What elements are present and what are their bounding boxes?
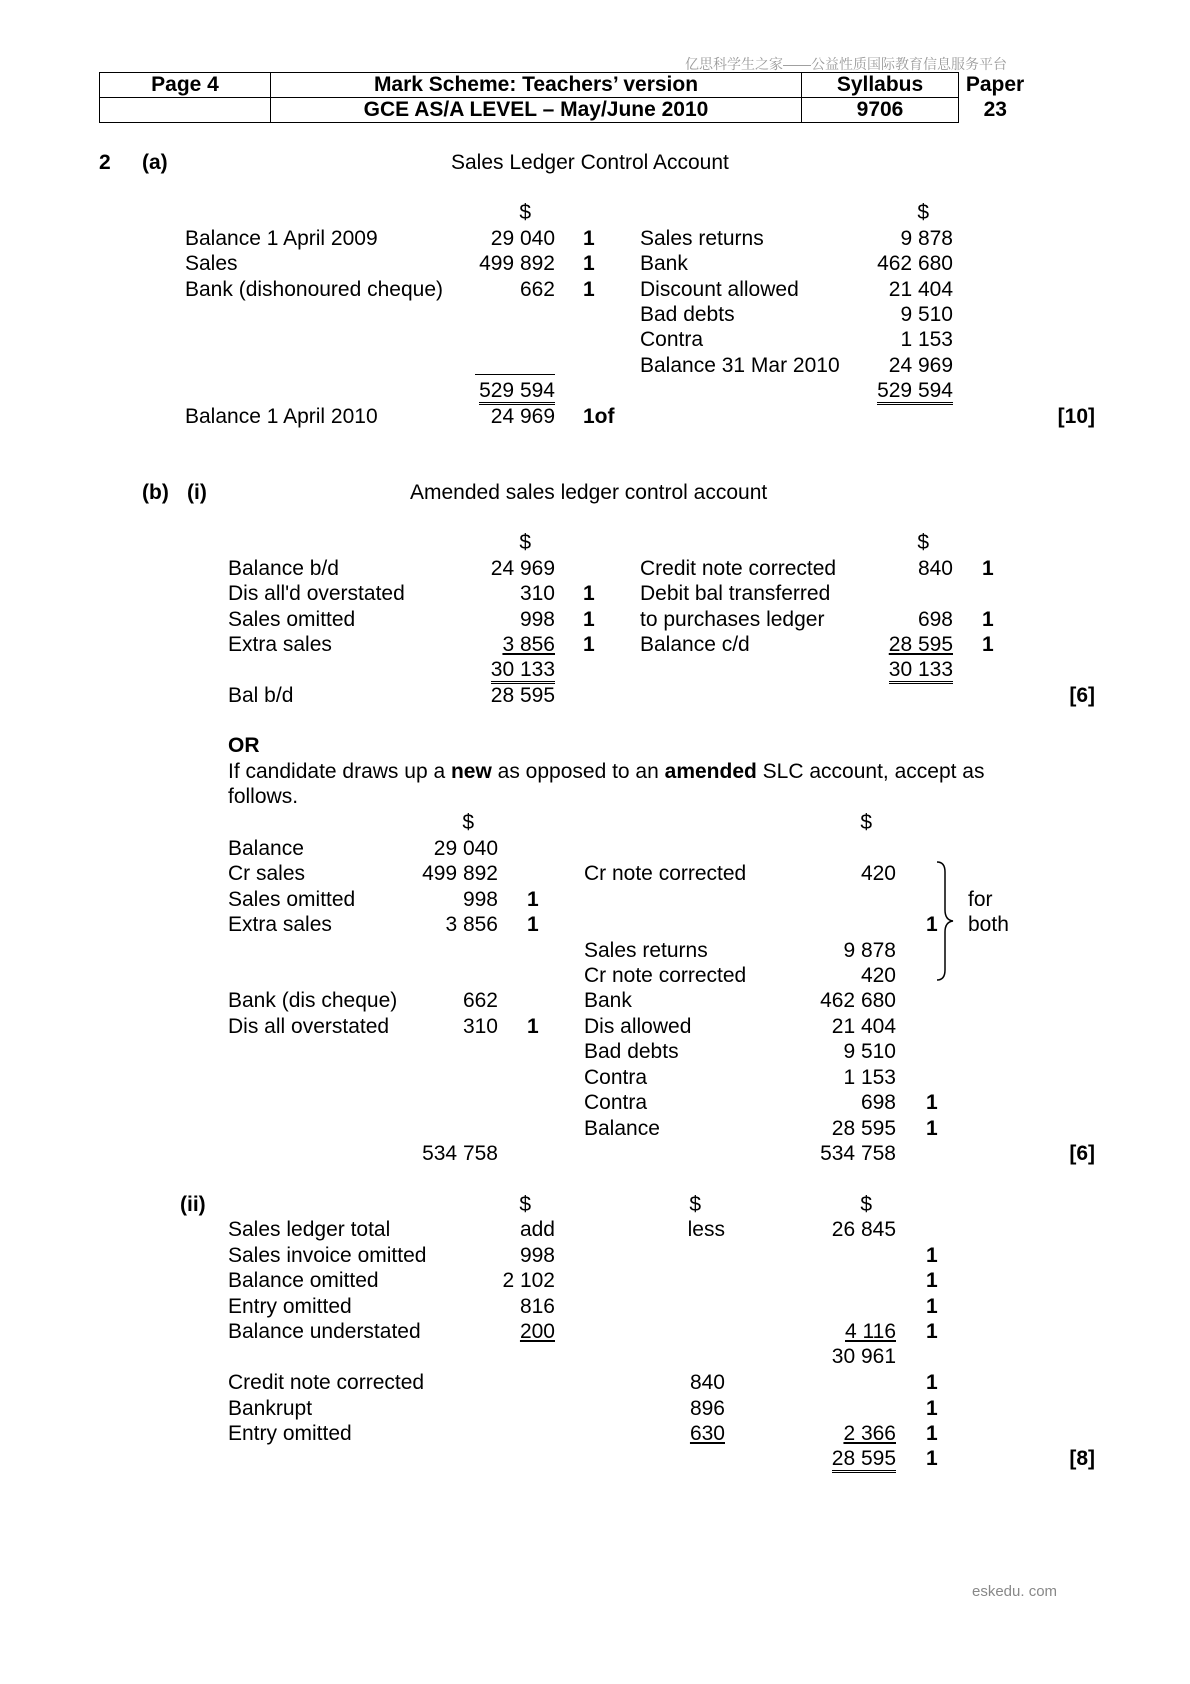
ledger-amount: 310 bbox=[519, 582, 555, 605]
ledger-label: Bank bbox=[584, 989, 632, 1012]
ledger-label: Balance b/d bbox=[228, 557, 339, 580]
ii-currency-less: $ bbox=[689, 1193, 701, 1216]
ii-add-total: 4 116 bbox=[845, 1320, 896, 1343]
ledger-amount: 462 680 bbox=[877, 252, 953, 275]
ledger-label: Sales omitted bbox=[228, 608, 356, 631]
ii-first-label: Sales ledger total bbox=[228, 1218, 391, 1241]
alt-total-debit: 534 758 bbox=[422, 1142, 498, 1165]
mark: 1 bbox=[527, 888, 539, 911]
ledger-amount: 998 bbox=[462, 888, 498, 911]
part-b-i-label: (i) bbox=[187, 481, 207, 504]
ledger-label: Contra bbox=[584, 1066, 648, 1089]
ledger-amount: 310 bbox=[462, 1015, 498, 1038]
ii-less-header: less bbox=[687, 1218, 725, 1241]
ii-add-header: add bbox=[519, 1218, 555, 1241]
ledger-amount: 1 153 bbox=[843, 1066, 896, 1089]
ledger-amount: 499 892 bbox=[422, 862, 498, 885]
alt-currency-debit: $ bbox=[462, 811, 474, 834]
ii-final-total: 28 595 bbox=[832, 1447, 896, 1473]
part-a-closing-amount: 24 969 bbox=[490, 405, 555, 428]
ledger-label: Bankrupt bbox=[228, 1397, 313, 1420]
ledger-label: Dis all'd overstated bbox=[228, 582, 405, 605]
ledger-amount: 420 bbox=[860, 862, 896, 885]
alt-total-credit: 534 758 bbox=[820, 1142, 896, 1165]
mark: 1 bbox=[583, 608, 595, 631]
note-text: If candidate draws up a bbox=[228, 760, 451, 783]
ledger-label: Balance bbox=[584, 1117, 660, 1140]
ledger-label: Cr note corrected bbox=[584, 964, 747, 987]
mark: 1 bbox=[926, 1117, 938, 1140]
ledger-amount: 29 040 bbox=[433, 837, 498, 860]
mark: 1 bbox=[926, 1447, 938, 1470]
ledger-label: Contra bbox=[584, 1091, 648, 1114]
ii-currency-add: $ bbox=[519, 1193, 531, 1216]
ledger-label: Sales invoice omitted bbox=[228, 1244, 427, 1267]
ledger-amount: 840 bbox=[917, 557, 953, 580]
mark: 1 bbox=[583, 227, 595, 250]
ledger-amount: 1 153 bbox=[900, 328, 953, 351]
ii-currency-total: $ bbox=[860, 1193, 872, 1216]
alt-note-line2: follows. bbox=[228, 785, 299, 808]
ledger-label: Extra sales bbox=[228, 633, 332, 656]
ledger-amount: 840 bbox=[689, 1371, 725, 1394]
ledger-amount: 3 856 bbox=[445, 913, 498, 936]
curly-brace-icon bbox=[935, 860, 955, 982]
part-a-total-debit: 529 594 bbox=[479, 379, 555, 405]
ledger-amount: 420 bbox=[860, 964, 896, 987]
part-b-currency-credit: $ bbox=[917, 531, 929, 554]
ii-total-marks: [8] bbox=[1069, 1447, 1095, 1470]
ledger-amount: 28 595 bbox=[888, 633, 953, 656]
ledger-amount: 200 bbox=[519, 1320, 555, 1343]
header-syllabus: 9706 bbox=[802, 98, 959, 123]
footer-site: eskedu. com bbox=[972, 1583, 1058, 1600]
part-b-closing-label: Bal b/d bbox=[228, 684, 294, 707]
ledger-label: Balance 1 April 2009 bbox=[185, 227, 378, 250]
ledger-amount: 462 680 bbox=[820, 989, 896, 1012]
ledger-amount: 698 bbox=[860, 1091, 896, 1114]
mark: 1 bbox=[926, 1295, 938, 1318]
ledger-amount: 28 595 bbox=[831, 1117, 896, 1140]
ledger-label: Extra sales bbox=[228, 913, 332, 936]
note-text: as opposed to an bbox=[491, 760, 665, 783]
mark: 1 bbox=[926, 913, 938, 936]
ledger-amount: 998 bbox=[519, 1244, 555, 1267]
ledger-label: Entry omitted bbox=[228, 1422, 352, 1445]
ledger-label: Credit note corrected bbox=[640, 557, 837, 580]
ledger-amount: 896 bbox=[689, 1397, 725, 1420]
ledger-label: Sales returns bbox=[640, 227, 764, 250]
ledger-label: Cr sales bbox=[228, 862, 306, 885]
header-page: Page 4 bbox=[100, 73, 271, 98]
mark: 1 bbox=[527, 1015, 539, 1038]
ledger-label: Credit note corrected bbox=[228, 1371, 425, 1394]
ledger-label: Balance understated bbox=[228, 1320, 421, 1343]
ledger-label: Balance c/d bbox=[640, 633, 750, 656]
mark: 1 bbox=[926, 1269, 938, 1292]
header-exam: GCE AS/A LEVEL – May/June 2010 bbox=[271, 98, 802, 123]
mark: 1 bbox=[583, 633, 595, 656]
total-rule bbox=[475, 374, 555, 375]
ledger-amount: 21 404 bbox=[831, 1015, 896, 1038]
part-b-closing-amount: 28 595 bbox=[490, 684, 555, 707]
mark: 1 bbox=[926, 1320, 938, 1343]
ledger-label: Balance 31 Mar 2010 bbox=[640, 354, 840, 377]
ledger-label: Sales omitted bbox=[228, 888, 356, 911]
ledger-label: Bank bbox=[640, 252, 688, 275]
note-new: new bbox=[450, 760, 492, 783]
ledger-amount: 998 bbox=[519, 608, 555, 631]
mark: 1 bbox=[926, 1371, 938, 1394]
question-number: 2 bbox=[99, 151, 111, 174]
mark: 1of bbox=[583, 405, 615, 428]
ledger-amount: 9 878 bbox=[843, 939, 896, 962]
ledger-amount: 21 404 bbox=[888, 278, 953, 301]
header-empty-cell bbox=[100, 98, 271, 123]
ledger-label: Bank (dishonoured cheque) bbox=[185, 278, 444, 301]
part-a-total-marks: [10] bbox=[1057, 405, 1095, 428]
ledger-amount: 24 969 bbox=[490, 557, 555, 580]
ledger-amount: 24 969 bbox=[888, 354, 953, 377]
header-paper-label: Paper bbox=[965, 73, 1025, 96]
ledger-label: Debit bal transferred bbox=[640, 582, 831, 605]
mark: 1 bbox=[982, 557, 994, 580]
ledger-amount: 9 510 bbox=[843, 1040, 896, 1063]
note-amended: amended bbox=[664, 760, 757, 783]
mark: 1 bbox=[527, 913, 539, 936]
mark: 1 bbox=[926, 1397, 938, 1420]
ii-less-total: 2 366 bbox=[843, 1422, 896, 1445]
mark: 1 bbox=[926, 1422, 938, 1445]
part-a-currency-credit: $ bbox=[917, 201, 929, 224]
mark: 1 bbox=[926, 1244, 938, 1267]
header-syllabus-label: Syllabus bbox=[802, 73, 959, 98]
ledger-amount: 816 bbox=[519, 1295, 555, 1318]
ledger-amount: 2 102 bbox=[502, 1269, 555, 1292]
ledger-amount: 499 892 bbox=[479, 252, 555, 275]
brace-note-both: both bbox=[968, 913, 1009, 936]
note-text: SLC account, accept as bbox=[756, 760, 985, 783]
mark: 1 bbox=[583, 582, 595, 605]
part-a-title: Sales Ledger Control Account bbox=[451, 151, 729, 174]
ledger-label: Bank (dis cheque) bbox=[228, 989, 398, 1012]
part-b-ii-label: (ii) bbox=[180, 1193, 206, 1216]
ledger-label: Dis all overstated bbox=[228, 1015, 390, 1038]
mark: 1 bbox=[583, 252, 595, 275]
part-b-total-credit: 30 133 bbox=[889, 658, 953, 684]
mark: 1 bbox=[926, 1091, 938, 1114]
part-b-label: (b) bbox=[142, 481, 169, 504]
alt-currency-credit: $ bbox=[860, 811, 872, 834]
ledger-label: Sales returns bbox=[584, 939, 708, 962]
ledger-amount: 9 510 bbox=[900, 303, 953, 326]
part-a-label: (a) bbox=[142, 151, 168, 174]
alt-total-marks: [6] bbox=[1069, 1142, 1095, 1165]
ledger-amount: 3 856 bbox=[502, 633, 555, 656]
part-a-closing-label: Balance 1 April 2010 bbox=[185, 405, 378, 428]
ledger-label: Cr note corrected bbox=[584, 862, 747, 885]
ledger-label: Bad debts bbox=[584, 1040, 679, 1063]
ii-first-total: 26 845 bbox=[831, 1218, 896, 1241]
ledger-amount: 662 bbox=[519, 278, 555, 301]
ledger-label: Sales bbox=[185, 252, 238, 275]
part-b-total-marks: [6] bbox=[1069, 684, 1095, 707]
watermark: 亿思科学生之家——公益性质国际教育信息服务平台 bbox=[685, 56, 1007, 72]
brace-note-for: for bbox=[968, 888, 993, 911]
part-b-currency-debit: $ bbox=[519, 531, 531, 554]
part-b-total-debit: 30 133 bbox=[491, 658, 555, 684]
ledger-label: Contra bbox=[640, 328, 704, 351]
alt-note bbox=[228, 759, 984, 784]
ledger-label: Balance omitted bbox=[228, 1269, 379, 1292]
ledger-label: Dis allowed bbox=[584, 1015, 692, 1038]
ledger-label: to purchases ledger bbox=[640, 608, 825, 631]
ledger-label: Balance bbox=[228, 837, 304, 860]
mark: 1 bbox=[982, 633, 994, 656]
part-a-currency-debit: $ bbox=[519, 201, 531, 224]
ledger-amount: 698 bbox=[917, 608, 953, 631]
ledger-amount: 630 bbox=[689, 1422, 725, 1445]
part-b-title: Amended sales ledger control account bbox=[410, 481, 768, 504]
ledger-amount: 9 878 bbox=[900, 227, 953, 250]
mark: 1 bbox=[982, 608, 994, 631]
header-title: Mark Scheme: Teachers’ version bbox=[271, 73, 802, 98]
ii-subtotal: 30 961 bbox=[831, 1345, 896, 1368]
part-a-total-credit: 529 594 bbox=[877, 379, 953, 405]
ledger-label: Bad debts bbox=[640, 303, 735, 326]
mark: 1 bbox=[583, 278, 595, 301]
or-label: OR bbox=[228, 734, 260, 757]
ledger-label: Entry omitted bbox=[228, 1295, 352, 1318]
ledger-label: Discount allowed bbox=[640, 278, 799, 301]
header-table bbox=[99, 72, 1032, 123]
ledger-amount: 29 040 bbox=[490, 227, 555, 250]
header-paper: 23 bbox=[983, 98, 1007, 121]
ledger-amount: 662 bbox=[462, 989, 498, 1012]
